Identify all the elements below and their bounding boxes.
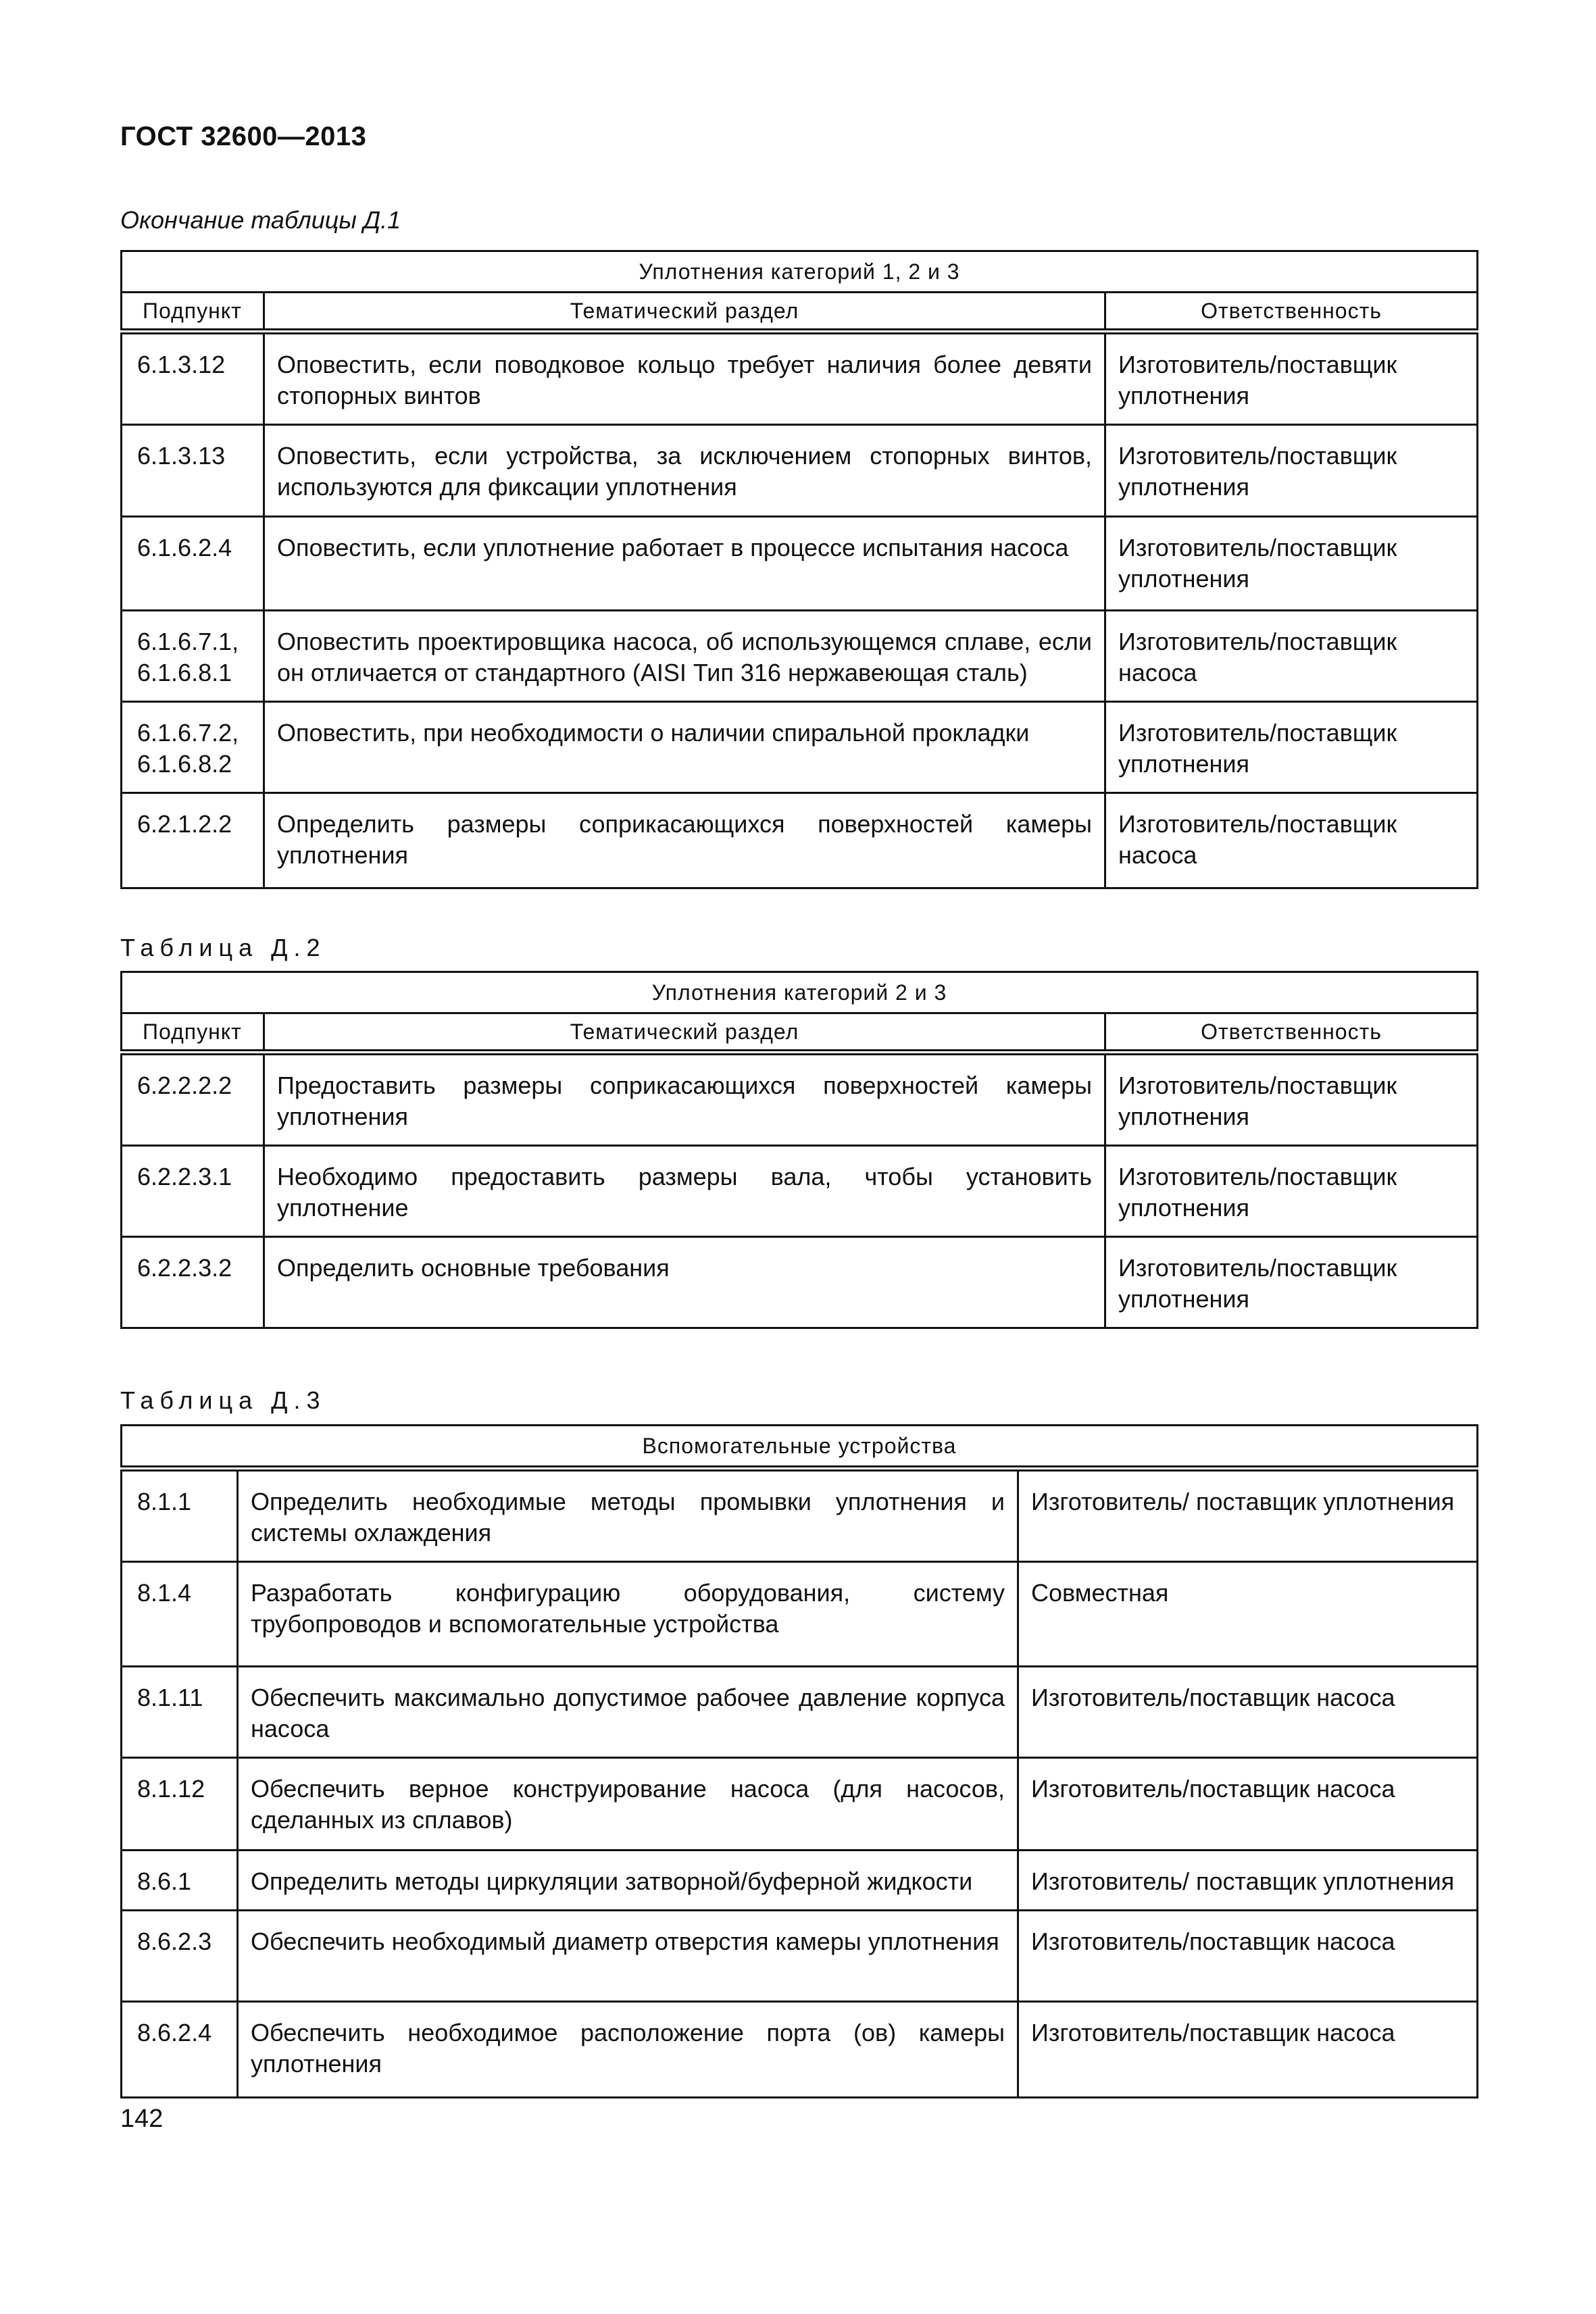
topic-cell-text: Обеспечить максимально допустимое рабочее давление корпуса насоса	[251, 1684, 1005, 1742]
table-row	[122, 1053, 1478, 1146]
responsibility-cell	[1018, 1758, 1478, 1851]
topic-cell-text: Разработать конфигурацию оборудования, систему трубопроводов и вспомогательные устройства	[251, 1579, 1005, 1638]
responsibility-cell	[1018, 1851, 1478, 1911]
column-header-responsibility: Ответственность	[1105, 1013, 1478, 1053]
table-group-row	[122, 1426, 1478, 1469]
subitem-cell	[122, 2002, 238, 2098]
subitem-cell	[122, 425, 264, 517]
topic-cell-text: Оповестить проектировщика насоса, об использующемся сплаве, если он отличается от стандартного (AISI Тип 316 нержавеющая сталь)	[277, 628, 1092, 686]
page-number: 142	[120, 2105, 164, 2133]
topic-cell-text: Необходимо предоставить размеры вала, чтобы установить уплотнение	[277, 1163, 1092, 1222]
topic-cell	[264, 425, 1105, 517]
table-row	[122, 1562, 1478, 1667]
responsibility-cell-text: Изготовитель/ поставщик уплотнения	[1031, 1488, 1455, 1515]
responsibility-cell	[1018, 2002, 1478, 2098]
subitem-cell	[122, 702, 264, 793]
responsibility-cell	[1105, 1053, 1478, 1146]
responsibility-cell-text: Изготовитель/поставщик насоса	[1118, 628, 1397, 686]
topic-cell-text: Определить основные требования	[277, 1254, 670, 1282]
subitem-cell-text: 8.1.1	[137, 1488, 192, 1515]
responsibility-cell	[1105, 1237, 1478, 1328]
responsibility-cell-text: Изготовитель/поставщик уплотнения	[1118, 442, 1397, 501]
subitem-cell	[122, 611, 264, 702]
topic-cell-text: Определить размеры соприкасающихся поверхностей камеры уплотнения	[277, 810, 1092, 869]
responsibility-cell	[1105, 1146, 1478, 1237]
table-row	[122, 1146, 1478, 1237]
responsibility-cell	[1105, 702, 1478, 793]
table-row	[122, 1237, 1478, 1328]
column-header-topic: Тематический раздел	[264, 293, 1105, 332]
responsibility-cell-text: Изготовитель/поставщик насоса	[1031, 1775, 1395, 1803]
responsibility-cell	[1105, 425, 1478, 517]
topic-cell	[238, 1667, 1018, 1758]
table-d1	[120, 250, 1478, 889]
responsibility-cell-text: Совместная	[1031, 1579, 1169, 1607]
responsibility-cell-text: Изготовитель/поставщик уплотнения	[1118, 351, 1397, 409]
table-row	[122, 702, 1478, 793]
topic-cell-text: Оповестить, если устройства, за исключением стопорных винтов, используются для фиксации уплотнения	[277, 442, 1092, 501]
topic-cell	[264, 332, 1105, 425]
topic-cell-text: Предоставить размеры соприкасающихся поверхностей камеры уплотнения	[277, 1072, 1092, 1130]
column-header-subitem: Подпункт	[122, 1013, 264, 1053]
subitem-cell	[122, 1911, 238, 2002]
subitem-cell	[122, 1053, 264, 1146]
subitem-cell-text: 8.6.1	[137, 1867, 192, 1895]
responsibility-cell	[1105, 793, 1478, 888]
document-header: ГОСТ 32600—2013	[120, 122, 367, 151]
topic-cell	[238, 1758, 1018, 1851]
subitem-cell	[122, 1667, 238, 1758]
table-row	[122, 1911, 1478, 2002]
table-row	[122, 517, 1478, 611]
topic-cell	[238, 1911, 1018, 2002]
subitem-cell	[122, 1237, 264, 1328]
column-header-topic: Тематический раздел	[264, 1013, 1105, 1053]
subitem-cell	[122, 1758, 238, 1851]
table-group-title: Уплотнения категорий 1, 2 и 3	[122, 251, 1478, 293]
subitem-cell	[122, 793, 264, 888]
table-row	[122, 2002, 1478, 2098]
responsibility-cell-text: Изготовитель/поставщик уплотнения	[1118, 1072, 1397, 1130]
responsibility-cell-text: Изготовитель/поставщик насоса	[1031, 1684, 1395, 1711]
subitem-cell-text: 8.1.11	[137, 1684, 203, 1711]
topic-cell	[264, 517, 1105, 611]
topic-cell	[264, 1237, 1105, 1328]
topic-cell-text: Обеспечить необходимое расположение порта (ов) камеры уплотнения	[251, 2019, 1005, 2078]
topic-cell	[238, 1562, 1018, 1667]
topic-cell-text: Оповестить, если уплотнение работает в процессе испытания насоса	[277, 534, 1069, 561]
subitem-cell-text: 6.1.3.13	[137, 442, 226, 470]
topic-cell-text: Оповестить, при необходимости о наличии спиральной прокладки	[277, 719, 1030, 747]
table-group-title: Вспомогательные устройства	[122, 1426, 1478, 1469]
responsibility-cell	[1018, 1469, 1478, 1562]
table-row	[122, 793, 1478, 888]
table1-caption: Окончание таблицы Д.1	[120, 206, 401, 234]
topic-cell	[264, 702, 1105, 793]
subitem-cell	[122, 1469, 238, 1562]
table-row	[122, 1851, 1478, 1911]
subitem-cell	[122, 1146, 264, 1237]
topic-cell	[238, 1469, 1018, 1562]
subitem-cell-text: 8.1.4	[137, 1579, 192, 1607]
topic-cell	[264, 1146, 1105, 1237]
table-group-row	[122, 251, 1478, 293]
responsibility-cell	[1105, 517, 1478, 611]
responsibility-cell-text: Изготовитель/поставщик уплотнения	[1118, 719, 1397, 778]
subitem-cell-text: 6.1.3.12	[137, 351, 226, 378]
topic-cell-text: Обеспечить верное конструирование насоса (для насосов, сделанных из сплавов)	[251, 1775, 1005, 1834]
subitem-cell-text: 6.1.6.7.1, 6.1.6.8.1	[137, 628, 239, 686]
table-header-row	[122, 293, 1478, 332]
responsibility-cell-text: Изготовитель/поставщик уплотнения	[1118, 1163, 1397, 1222]
responsibility-cell-text: Изготовитель/ поставщик уплотнения	[1031, 1867, 1455, 1895]
topic-cell	[264, 793, 1105, 888]
subitem-cell	[122, 332, 264, 425]
subitem-cell-text: 8.1.12	[137, 1775, 205, 1803]
table-row	[122, 425, 1478, 517]
subitem-cell-text: 6.1.6.7.2, 6.1.6.8.2	[137, 719, 239, 778]
table-d3	[120, 1424, 1478, 2098]
topic-cell-text: Определить методы циркуляции затворной/буферной жидкости	[251, 1867, 973, 1895]
table-row	[122, 1667, 1478, 1758]
subitem-cell	[122, 1562, 238, 1667]
topic-cell	[264, 1053, 1105, 1146]
topic-cell-text: Оповестить, если поводковое кольцо требует наличия более девяти стопорных винтов	[277, 351, 1092, 409]
responsibility-cell-text: Изготовитель/поставщик насоса	[1118, 810, 1397, 869]
subitem-cell-text: 6.2.1.2.2	[137, 810, 232, 838]
responsibility-cell-text: Изготовитель/поставщик насоса	[1031, 2019, 1395, 2046]
table-group-row	[122, 972, 1478, 1013]
responsibility-cell	[1105, 332, 1478, 425]
responsibility-cell	[1018, 1562, 1478, 1667]
topic-cell	[264, 611, 1105, 702]
table-header-row	[122, 1013, 1478, 1053]
column-header-responsibility: Ответственность	[1105, 293, 1478, 332]
responsibility-cell-text: Изготовитель/поставщик уплотнения	[1118, 1254, 1397, 1313]
table2-caption: Таблица Д.2	[120, 934, 326, 961]
table-row	[122, 1758, 1478, 1851]
table-row	[122, 611, 1478, 702]
responsibility-cell-text: Изготовитель/поставщик насоса	[1031, 1928, 1395, 1955]
table-row	[122, 1469, 1478, 1562]
topic-cell	[238, 1851, 1018, 1911]
topic-cell-text: Обеспечить необходимый диаметр отверстия камеры уплотнения	[251, 1928, 999, 1955]
subitem-cell-text: 6.2.2.3.1	[137, 1163, 232, 1190]
subitem-cell-text: 6.2.2.2.2	[137, 1072, 232, 1099]
responsibility-cell	[1018, 1911, 1478, 2002]
table-group-title: Уплотнения категорий 2 и 3	[122, 972, 1478, 1013]
responsibility-cell	[1018, 1667, 1478, 1758]
column-header-subitem: Подпункт	[122, 293, 264, 332]
subitem-cell-text: 6.1.6.2.4	[137, 534, 232, 561]
subitem-cell	[122, 1851, 238, 1911]
table-row	[122, 332, 1478, 425]
subitem-cell-text: 8.6.2.4	[137, 2019, 212, 2046]
topic-cell-text: Определить необходимые методы промывки уплотнения и системы охлаждения	[251, 1488, 1005, 1546]
subitem-cell-text: 6.2.2.3.2	[137, 1254, 232, 1282]
subitem-cell	[122, 517, 264, 611]
responsibility-cell	[1105, 611, 1478, 702]
subitem-cell-text: 8.6.2.3	[137, 1928, 212, 1955]
topic-cell	[238, 2002, 1018, 2098]
responsibility-cell-text: Изготовитель/поставщик уплотнения	[1118, 534, 1397, 593]
table3-caption: Таблица Д.3	[120, 1386, 326, 1414]
table-d2	[120, 971, 1478, 1329]
